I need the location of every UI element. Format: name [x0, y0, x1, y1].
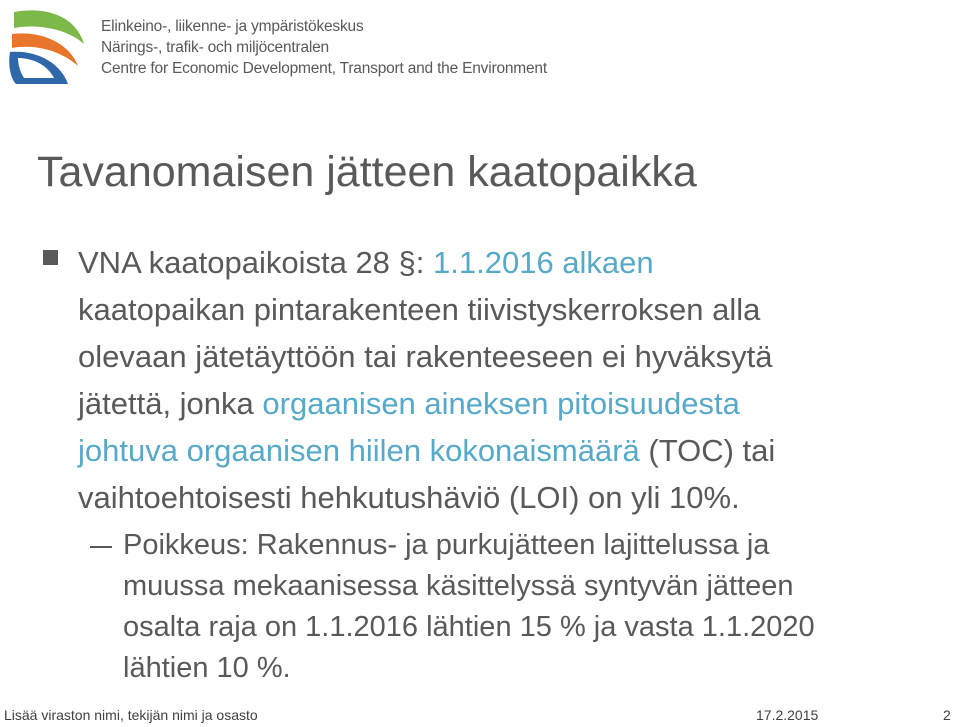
sub-bullet-line-1: Poikkeus: Rakennus- ja purkujätteen lajittelussa ja — [123, 529, 770, 561]
sub-bullet-dash-icon — [90, 546, 112, 548]
bullet-line-2: kaatopaikan pintarakenteen tiivistyskerroksen alla — [78, 292, 761, 327]
ely-logo — [6, 4, 88, 88]
bullet-line-4-highlight: orgaanisen aineksen pitoisuudesta — [262, 386, 740, 421]
bullet-line-3: olevaan jätetäyttöön tai rakenteeseen ei hyväksytä — [78, 339, 773, 374]
sub-bullet-line-2: muussa mekaanisessa käsittelyssä syntyvän jätteen — [123, 570, 794, 602]
bullet-line-4-text: jätettä, jonka — [78, 386, 263, 421]
organization-name — [101, 16, 547, 79]
sub-bullet-line-4: lähtien 10 %. — [123, 652, 291, 684]
bullet-line-1 — [78, 239, 948, 286]
bullet-line-4 — [78, 380, 948, 427]
org-name-sv: Närings-, trafik- och miljöcentralen — [101, 39, 329, 56]
org-name-en: Centre for Economic Development, Transport and the Environment — [101, 60, 547, 77]
bullet-line-1-text: VNA kaatopaikoista 28 §: — [78, 245, 434, 280]
bullet-line-5-highlight: johtuva orgaanisen hiilen kokonaismäärä — [78, 433, 640, 468]
page-number: 2 — [943, 707, 951, 723]
bullet-line-5-text: (TOC) tai — [639, 433, 776, 468]
sub-bullet — [123, 525, 953, 689]
bullet-square-icon — [43, 250, 58, 265]
org-name-fi: Elinkeino-, liikenne- ja ympäristökeskus — [101, 18, 364, 35]
bullet-line-6: vaihtoehtoisesti hehkutushäviö (LOI) on yli 10%. — [78, 480, 740, 515]
footer-date: 17.2.2015 — [756, 707, 819, 723]
bullet-line-5 — [78, 427, 948, 474]
sub-bullet-line-3: osalta raja on 1.1.2016 lähtien 15 % ja vasta 1.1.2020 — [123, 611, 815, 643]
slide-title: Tavanomaisen jätteen kaatopaikka — [37, 148, 697, 196]
bullet-line-1-highlight: 1.1.2016 alkaen — [433, 245, 654, 280]
footer-info: Lisää viraston nimi, tekijän nimi ja osasto — [4, 707, 258, 723]
main-bullet — [78, 239, 948, 521]
